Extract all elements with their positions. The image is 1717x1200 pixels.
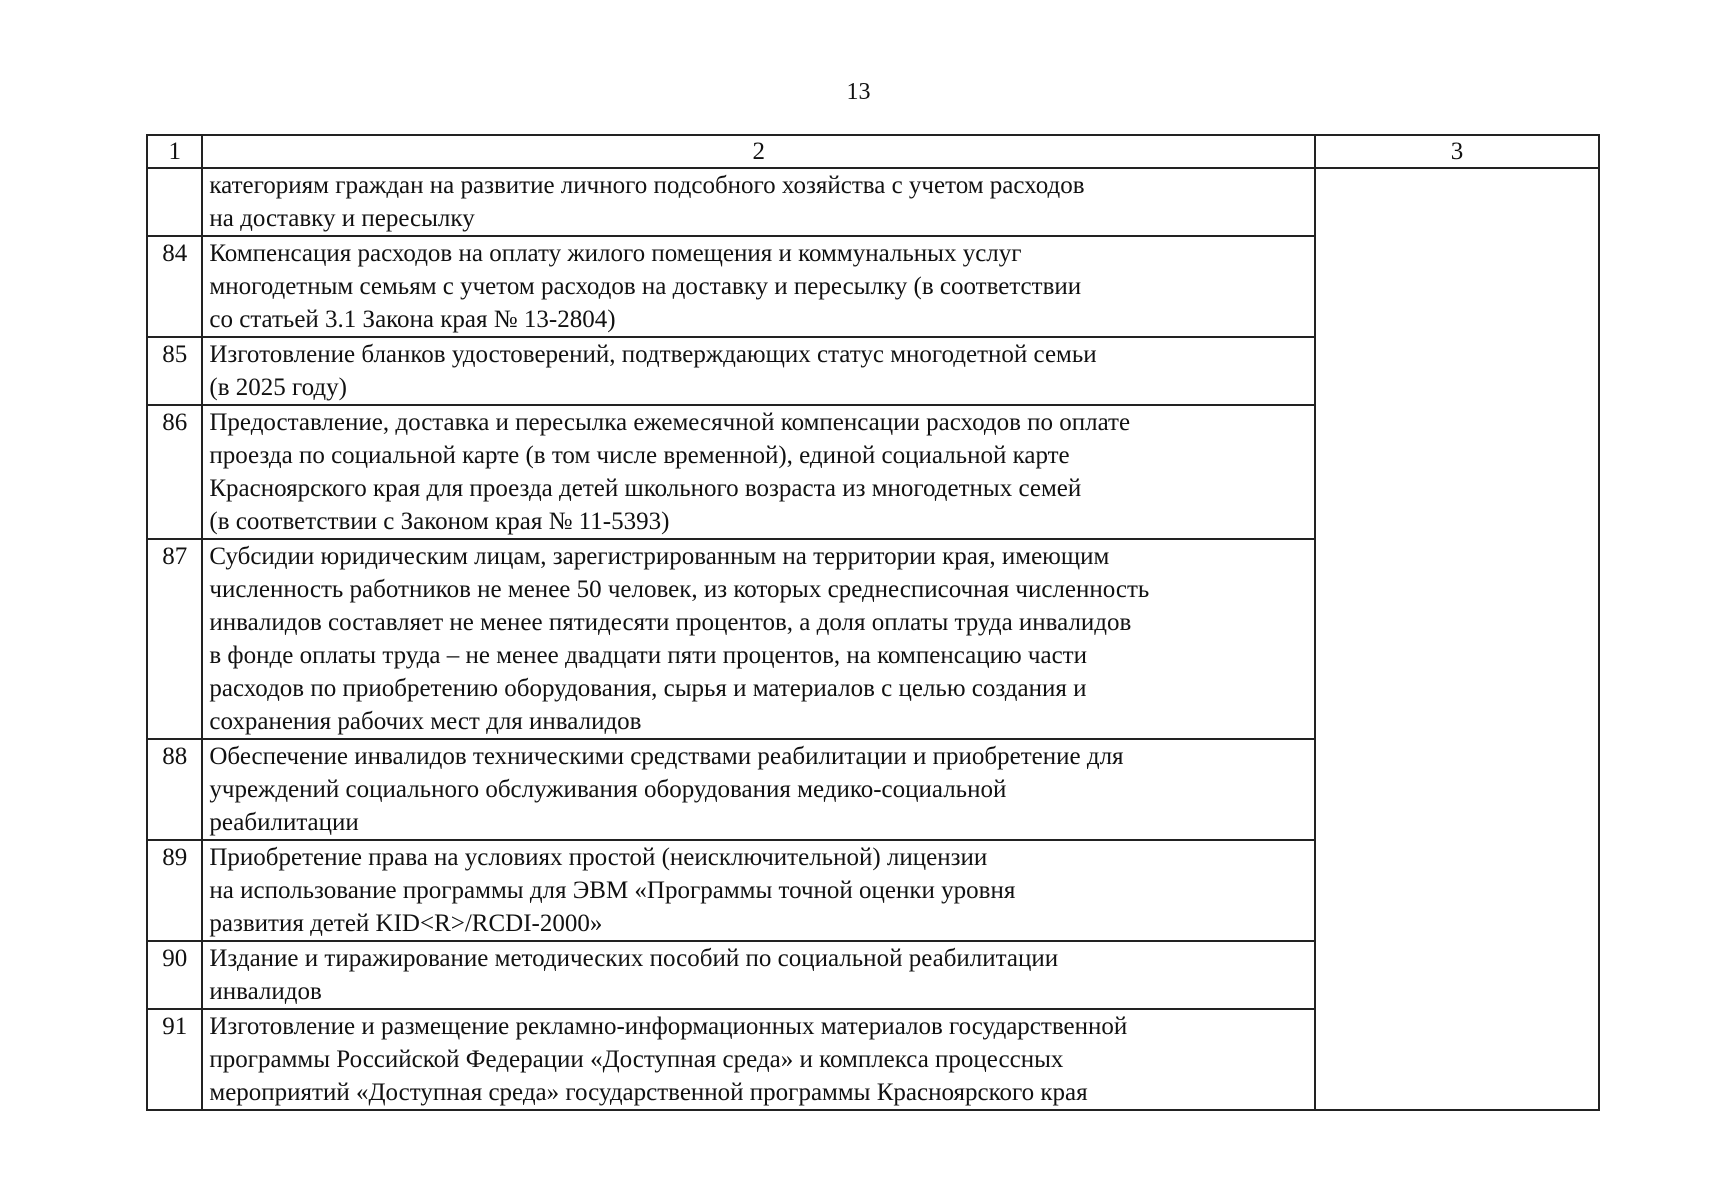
row-number: 90	[147, 941, 202, 1009]
row-number: 87	[147, 539, 202, 739]
row-number: 88	[147, 739, 202, 840]
column-header-3: 3	[1315, 135, 1599, 168]
column-header-1: 1	[147, 135, 202, 168]
row-number: 91	[147, 1009, 202, 1110]
measures-table	[146, 134, 1600, 1111]
row-description: Обеспечение инвалидов техническими средствами реабилитации и приобретение для учреждений социального обслуживания оборудования медико-социальной реабилитации	[202, 739, 1315, 840]
row-number: 84	[147, 236, 202, 337]
table-header-row	[147, 135, 1599, 168]
table-row	[147, 168, 1599, 236]
row-number	[147, 168, 202, 236]
column-header-2: 2	[202, 135, 1315, 168]
page-number: 13	[846, 79, 871, 105]
row-description: Издание и тиражирование методических пособий по социальной реабилитации инвалидов	[202, 941, 1315, 1009]
row-number: 86	[147, 405, 202, 539]
row-number: 89	[147, 840, 202, 941]
row-description: Предоставление, доставка и пересылка ежемесячной компенсации расходов по оплате проезда по социальной карте (в том числе временной), единой социальной карте Красноярского края для проезда детей школьного возраста из многодетных семей (в соответствии с Законом края № 11-5393)	[202, 405, 1315, 539]
row-description: Субсидии юридическим лицам, зарегистрированным на территории края, имеющим численность работников не менее 50 человек, из которых среднесписочная численность инвалидов составляет не менее пятидесяти процентов, а доля оплаты труда инвалидов в фонде оплаты труда – не менее двадцати пяти процентов, на компенсацию части расходов по приобретению оборудования, сырья и материалов с целью создания и сохранения рабочих мест для инвалидов	[202, 539, 1315, 739]
column-3-empty-cell	[1315, 168, 1599, 1110]
row-description: Компенсация расходов на оплату жилого помещения и коммунальных услуг многодетным семьям с учетом расходов на доставку и пересылку (в соответствии со статьей 3.1 Закона края № 13-2804)	[202, 236, 1315, 337]
row-description: категориям граждан на развитие личного подсобного хозяйства с учетом расходов на доставку и пересылку	[202, 168, 1315, 236]
row-number: 85	[147, 337, 202, 405]
row-description: Приобретение права на условиях простой (неисключительной) лицензии на использование программы для ЭВМ «Программы точной оценки уровня развития детей KID<R>/RCDI-2000»	[202, 840, 1315, 941]
row-description: Изготовление и размещение рекламно-информационных материалов государственной программы Российской Федерации «Доступная среда» и комплекса процессных мероприятий «Доступная среда» государственной программы Красноярского края	[202, 1009, 1315, 1110]
row-description: Изготовление бланков удостоверений, подтверждающих статус многодетной семьи (в 2025 году)	[202, 337, 1315, 405]
